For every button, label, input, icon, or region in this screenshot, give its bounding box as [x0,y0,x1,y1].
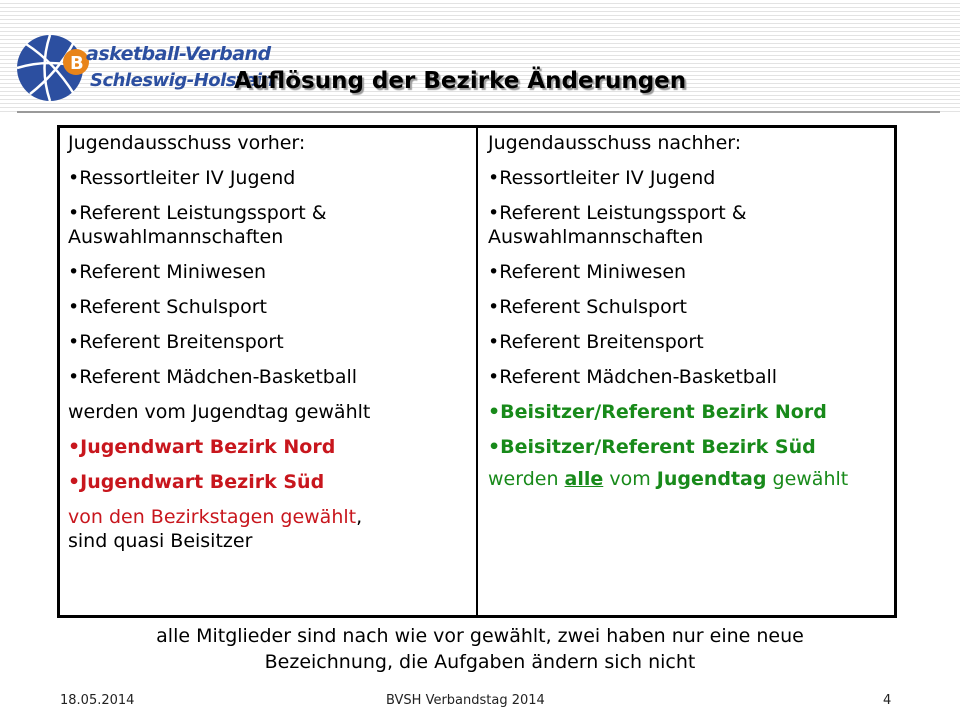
right-bottom-part2: alle [564,468,604,490]
list-item-green: • Beisitzer/Referent Bezirk Süd [488,435,888,459]
right-bottom-part1: werden [488,468,565,490]
list-item-red: • Jugendwart Bezirk Nord [68,435,470,459]
list-item: • Referent Schulsport [68,295,470,319]
list-item: • Referent Mädchen-Basketball [68,365,470,389]
list-item: • Referent Breitensport [488,330,888,354]
left-elected-note: werden vom Jugendtag gewählt [68,401,371,423]
footer-page-number: 4 [883,693,892,708]
left-bottom-note [68,505,470,553]
page-title: Auflösung der Bezirke Änderungen [234,68,687,94]
left-bottom-tail: , [356,506,363,528]
right-bottom-part5: gewählt [766,468,849,490]
header-rule [17,111,940,113]
bvsh-logo [14,32,274,107]
logo-text-line1: asketball-Verband [86,43,271,65]
left-bottom-red: von den Bezirkstagen gewählt [68,506,357,528]
left-bottom-line2: sind quasi Beisitzer [68,530,253,552]
list-item: • Referent Leistungssport & Auswahlmannschaften [488,201,888,249]
list-item: • Referent Miniwesen [488,260,888,284]
right-bottom-note [488,467,888,491]
list-item: • Ressortleiter IV Jugend [488,166,888,190]
summary-note: alle Mitglieder sind nach wie vor gewählt, zwei haben nur eine neue Bezeichnung, die Aufgaben ändern sich nicht [156,625,804,673]
logo-letter-b: B [70,53,84,74]
list-item: • Referent Breitensport [68,330,470,354]
footer-event: BVSH Verbandstag 2014 [386,693,545,708]
right-bottom-part3: vom [603,468,657,490]
footer-date: 18.05.2014 [60,693,135,708]
basketball-icon [14,32,94,107]
list-item: • Ressortleiter IV Jugend [68,166,470,190]
left-column [68,131,470,564]
left-header: Jugendausschuss vorher: [68,132,306,154]
list-item: • Referent Schulsport [488,295,888,319]
list-item: • Referent Leistungssport & Auswahlmannschaften [68,201,470,249]
list-item: • Referent Miniwesen [68,260,470,284]
right-bottom-part4: Jugendtag [656,468,767,490]
logo-text-line2: Schleswig-Holstein [90,70,274,91]
right-header: Jugendausschuss nachher: [488,132,742,154]
table-divider [476,125,478,618]
list-item-green: • Beisitzer/Referent Bezirk Nord [488,400,888,424]
list-item-red: • Jugendwart Bezirk Süd [68,470,470,494]
list-item: • Referent Mädchen-Basketball [488,365,888,389]
right-column [488,131,888,502]
